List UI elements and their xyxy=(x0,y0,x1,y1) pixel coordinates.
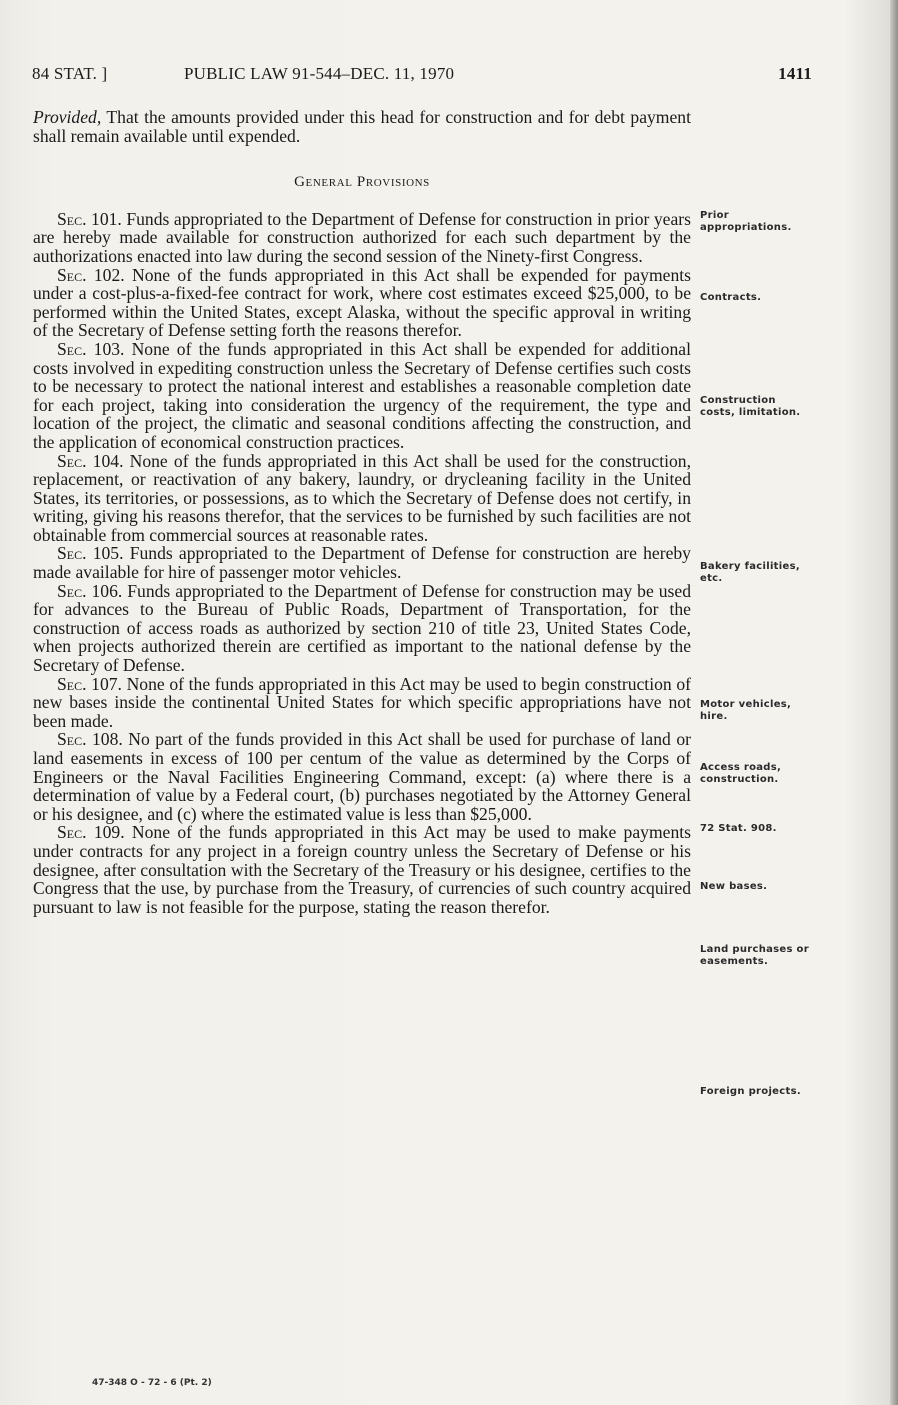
section-label: Sec. 105. xyxy=(57,543,124,564)
section-text: None of the funds appropriated in this Act shall be used for the construction, replacement, or reactivation of any bakery, laundry, or drycleaning facility in the United States, its territories, or possessions, as to which the Secretary of Defense does not certify, in writing, giving his reasons therefor, that the services to be furnished by such facilities are not obtainable from commercial sources at reasonable rates. xyxy=(33,450,691,545)
section-text: No part of the funds provided in this Act shall be used for purchase of land or land easements in excess of 100 per centum of the value as determined by the Corps of Engineers or the Naval Facilities Engineering Command, except: (a) where there is a determination of value by a Federal court, (b) purchases negotiated by the Attorney General or his designee, and (c) where the estimated value is less than $25,000. xyxy=(33,729,691,824)
section-paragraph xyxy=(33,452,691,545)
section-paragraph xyxy=(33,544,691,581)
running-header xyxy=(32,64,812,88)
margin-note: Bakery facilities, etc. xyxy=(700,561,800,584)
margin-note: Motor vehicles, hire. xyxy=(700,699,792,722)
section-label: Sec. 108. xyxy=(57,729,123,750)
section-text: None of the funds appropriated in this Act may be used to begin construction of new bases inside the continental United States for which specific appropriations have not been made. xyxy=(33,673,691,731)
margin-note: Contracts. xyxy=(700,292,762,303)
section-paragraph xyxy=(33,210,691,266)
intro-lead: Provided, xyxy=(33,107,102,127)
section-label: Sec. 103. xyxy=(57,338,125,359)
section-text: None of the funds appropriated in this Act shall be expended for payments under a cost-plus-a-fixed-fee contract for work, where cost estimates exceed $25,000, to be performed within the United States, except Alaska, without the specific approval in writing of the Secretary of Defense setting forth the reasons therefor. xyxy=(33,264,691,341)
statute-reference: 84 STAT. ] xyxy=(32,64,108,83)
section-text: Funds appropriated to the Department of Defense for construction in prior years are hereby made available for construction authorized for each such department by the authorizations enacted into law during the second session of the Ninety-first Congress. xyxy=(33,208,691,266)
margin-note: Prior appropriations. xyxy=(700,210,792,233)
section-paragraph xyxy=(33,730,691,823)
section-label: Sec. 101. xyxy=(57,208,122,229)
section-label: Sec. 102. xyxy=(57,264,125,285)
body-text xyxy=(33,108,691,916)
intro-text: That the amounts provided under this head for construction and for debt payment shall remain available until expended. xyxy=(33,107,691,146)
margin-note: Foreign projects. xyxy=(700,1086,801,1097)
margin-note: Land purchases or easements. xyxy=(700,944,809,967)
section-label: Sec. 106. xyxy=(57,580,123,601)
print-code: 47-348 O - 72 - 6 (Pt. 2) xyxy=(92,1378,212,1388)
section-paragraph xyxy=(33,582,691,675)
page-number: 1411 xyxy=(778,64,812,83)
section-text: None of the funds appropriated in this Act may be used to make payments under contracts for any project in a foreign country unless the Secretary of Defense or his designee, after consultation with the Secretary of the Treasury or his designee, certifies to the Congress that the use, by purchase from the Treasury, of currencies of such country acquired pursuant to law is not feasible for the purpose, stating the reason therefor. xyxy=(33,822,691,917)
section-text: None of the funds appropriated in this Act shall be expended for additional costs involved in expediting construction unless the Secretary of Defense certifies such costs to be necessary to protect the national interest and establishes a reasonable completion date for each project, taking into consideration the urgency of the requirement, the type and location of the project, the climatic and seasonal conditions affecting the construction, and the application of economical construction practices. xyxy=(33,338,691,452)
page-edge xyxy=(890,0,898,1405)
section-paragraph xyxy=(33,823,691,916)
margin-note: 72 Stat. 908. xyxy=(700,823,777,834)
margin-note: New bases. xyxy=(700,881,768,892)
section-paragraph xyxy=(33,266,691,340)
section-text: Funds appropriated to the Department of Defense for construction may be used for advances to the Bureau of Public Roads, Department of Transportation, for the construction of access roads as authorized by section 210 of title 23, United States Code, when projects authorized therein are certified as important to the national defense by the Secretary of Defense. xyxy=(33,580,691,676)
section-heading: General Provisions xyxy=(294,174,430,191)
margin-note: Access roads, construction. xyxy=(700,762,782,785)
margin-note: Construction costs, limitation. xyxy=(700,395,801,418)
section-label: Sec. 107. xyxy=(57,673,122,694)
section-paragraph xyxy=(33,675,691,731)
section-paragraph xyxy=(33,340,691,452)
section-text: Funds appropriated to the Department of Defense for construction are hereby made available for hire of passenger motor vehicles. xyxy=(33,543,691,583)
intro-paragraph xyxy=(33,108,691,145)
section-label: Sec. 104. xyxy=(57,450,124,471)
law-title: PUBLIC LAW 91-544–DEC. 11, 1970 xyxy=(184,64,455,83)
section-label: Sec. 109. xyxy=(57,822,125,843)
